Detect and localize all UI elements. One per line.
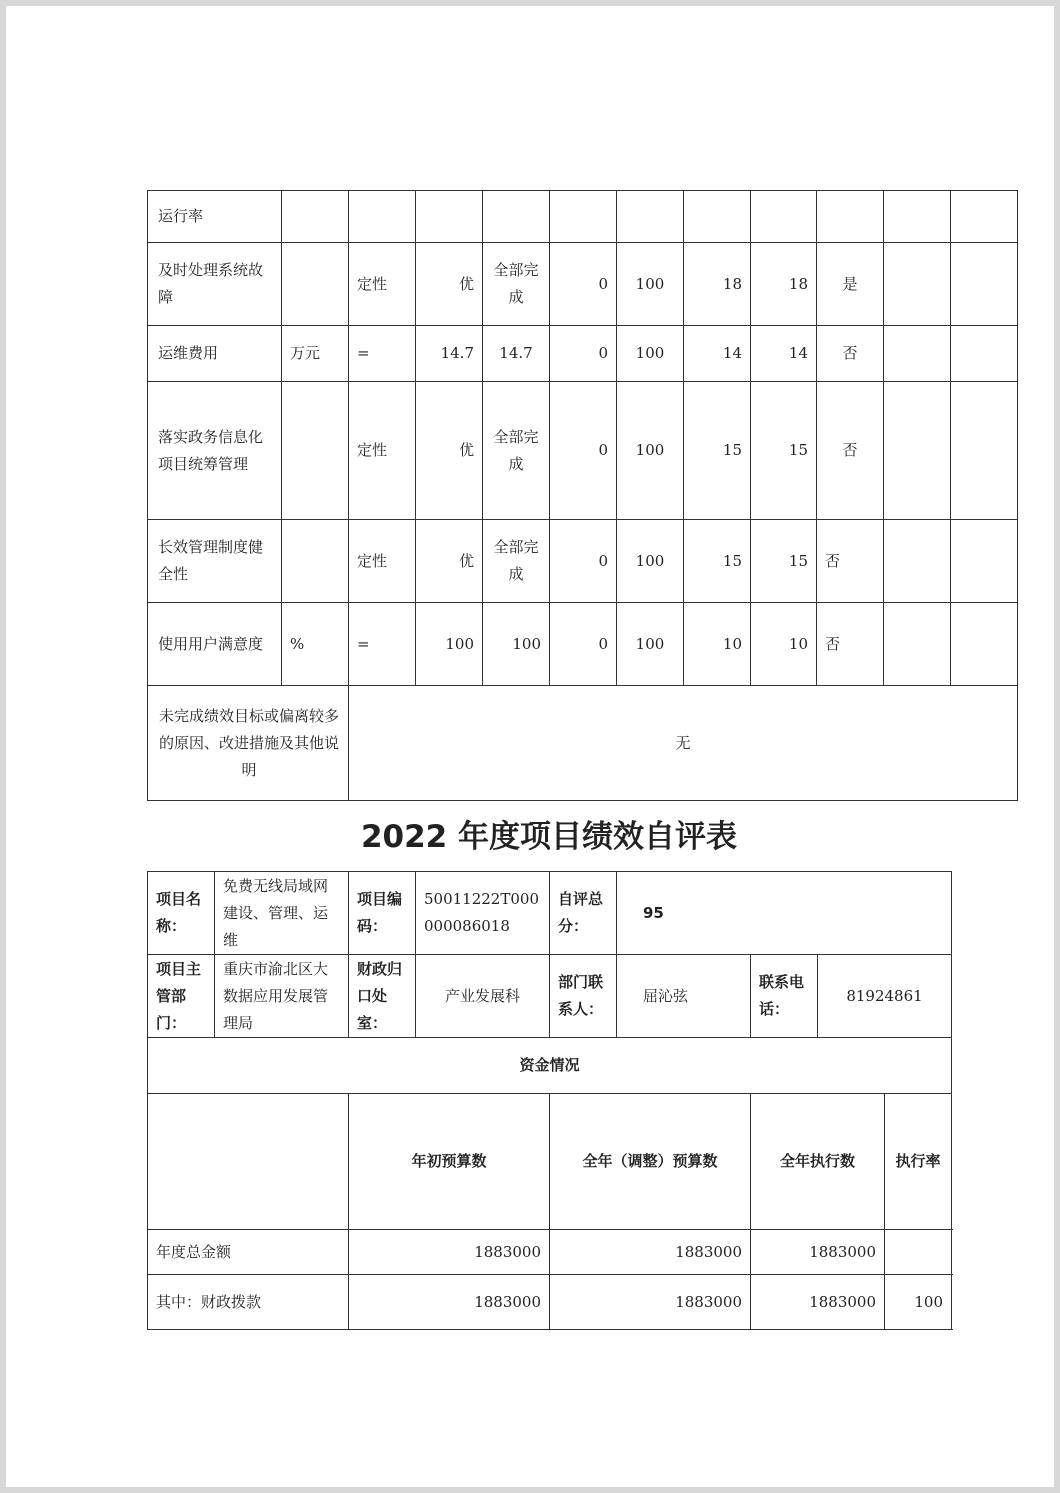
indicator-name: 运行率 [148,191,282,243]
flag-cell: 否 [817,382,884,520]
funds-initial: 1883000 [349,1275,550,1330]
type-cell: = [349,603,416,686]
target-cell: 优 [416,520,483,603]
finance-label: 财政归口处室： [349,955,416,1038]
funds-header-adjusted: 全年（调整）预算数 [550,1094,751,1230]
score-cell: 15 [751,520,817,603]
target-cell: 100 [416,603,483,686]
completion-cell [617,191,684,243]
indicator-name: 使用用户满意度 [148,603,282,686]
table-row [148,686,1018,801]
deviation-cell: 0 [550,520,617,603]
actual-cell: 全部完成 [483,382,550,520]
dept-label: 项目主管部门： [148,955,215,1038]
empty-cell [884,191,951,243]
empty-cell [951,382,1018,520]
unit-cell [282,520,349,603]
empty-cell [951,603,1018,686]
finance-value: 产业发展科 [416,955,550,1038]
empty-cell [951,191,1018,243]
target-cell: 14.7 [416,326,483,382]
weight-cell: 18 [684,243,751,326]
table-row [148,326,1018,382]
flag-cell [817,191,884,243]
score-cell: 15 [751,382,817,520]
indicator-name: 长效管理制度健全性 [148,520,282,603]
funds-header-executed: 全年执行数 [751,1094,885,1230]
funds-row-label: 年度总金额 [148,1230,349,1275]
funds-rate [885,1230,952,1275]
completion-cell: 100 [617,326,684,382]
table-row [148,955,952,1038]
weight-cell: 15 [684,382,751,520]
target-cell [416,191,483,243]
empty-cell [884,520,951,603]
score-value: 95 [617,872,952,955]
completion-cell: 100 [617,382,684,520]
table-row [148,382,1018,520]
type-cell: = [349,326,416,382]
actual-cell: 全部完成 [483,520,550,603]
funds-executed: 1883000 [751,1275,885,1330]
document-page [6,6,1054,1487]
actual-cell [483,191,550,243]
deviation-cell: 0 [550,382,617,520]
weight-cell: 10 [684,603,751,686]
unit-cell: % [282,603,349,686]
project-info-table [147,871,952,1330]
table-row [148,191,1018,243]
weight-cell [684,191,751,243]
unit-cell: 万元 [282,326,349,382]
unit-cell [282,382,349,520]
funds-header-initial: 年初预算数 [349,1094,550,1230]
funds-initial: 1883000 [349,1230,550,1275]
note-value: 无 [349,686,1018,801]
score-cell: 14 [751,326,817,382]
table-row [148,1038,952,1094]
unit-cell [282,191,349,243]
completion-cell: 100 [617,520,684,603]
funds-heading: 资金情况 [148,1038,952,1094]
table-row [148,603,1018,686]
weight-cell: 14 [684,326,751,382]
completion-cell: 100 [617,243,684,326]
score-cell: 10 [751,603,817,686]
empty-cell [884,243,951,326]
dept-value: 重庆市渝北区大数据应用发展管理局 [215,955,349,1038]
actual-cell: 全部完成 [483,243,550,326]
note-label: 未完成绩效目标或偏离较多的原因、改进措施及其他说明 [148,686,349,801]
unit-cell [282,243,349,326]
weight-cell: 15 [684,520,751,603]
indicator-name: 运维费用 [148,326,282,382]
table-row [148,243,1018,326]
score-cell: 18 [751,243,817,326]
funds-header-rate: 执行率 [885,1094,952,1230]
actual-cell: 14.7 [483,326,550,382]
deviation-cell [550,191,617,243]
project-code-value: 50011222T000000086018 [416,872,550,955]
type-cell: 定性 [349,382,416,520]
indicator-table [147,190,1018,801]
empty-cell [148,1094,349,1230]
contact-value: 屈沁弦 [617,955,751,1038]
score-label: 自评总分： [550,872,617,955]
score-cell [751,191,817,243]
flag-cell: 否 [817,326,884,382]
funds-adjusted: 1883000 [550,1275,751,1330]
empty-cell [884,603,951,686]
table-row [148,1094,952,1230]
deviation-cell: 0 [550,326,617,382]
phone-value: 81924861 [818,955,952,1038]
type-cell: 定性 [349,243,416,326]
project-name-value: 免费无线局域网建设、管理、运维 [215,872,349,955]
project-code-label: 项目编码： [349,872,416,955]
funds-row-label: 其中：财政拨款 [148,1275,349,1330]
empty-cell [951,520,1018,603]
table-row [148,520,1018,603]
funds-rate: 100 [885,1275,952,1330]
empty-cell [951,243,1018,326]
empty-cell [884,326,951,382]
flag-cell: 是 [817,243,884,326]
project-name-label: 项目名称： [148,872,215,955]
deviation-cell: 0 [550,243,617,326]
funds-adjusted: 1883000 [550,1230,751,1275]
flag-cell: 否 [817,520,884,603]
target-cell: 优 [416,382,483,520]
indicator-name: 及时处理系统故障 [148,243,282,326]
table-row [148,1230,952,1275]
funds-executed: 1883000 [751,1230,885,1275]
table-row [148,872,952,955]
type-cell [349,191,416,243]
flag-cell: 否 [817,603,884,686]
contact-label: 部门联系人： [550,955,617,1038]
empty-cell [884,382,951,520]
deviation-cell: 0 [550,603,617,686]
phone-label: 联系电话： [751,955,818,1038]
type-cell: 定性 [349,520,416,603]
empty-cell [951,326,1018,382]
actual-cell: 100 [483,603,550,686]
page-title: 2022 年度项目绩效自评表 [360,819,738,855]
table-row [148,1275,952,1330]
target-cell: 优 [416,243,483,326]
indicator-name: 落实政务信息化项目统筹管理 [148,382,282,520]
completion-cell: 100 [617,603,684,686]
